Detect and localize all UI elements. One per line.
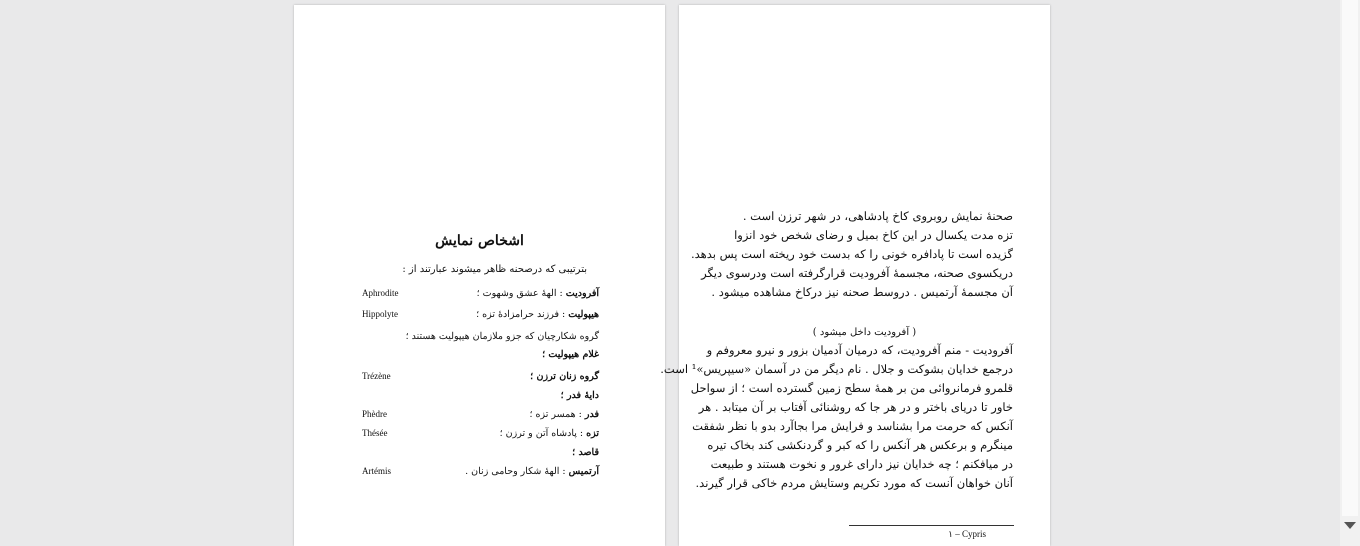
cast-row [294, 349, 665, 363]
text-line: آفرودیت - منم آفرودیت، که درمیان آدمیان بزور و نیرو معروفم و [706, 343, 1013, 357]
cast-role-fa [465, 466, 599, 477]
cast-row [294, 288, 665, 302]
cast-role-fa [477, 288, 599, 299]
text-line: آنان خواهان آنست که مورد تکریم وستایش مردم خاکی قرار گیرند. [695, 476, 1013, 490]
text-line: قلمرو فرمانروائی من بر همۀ سطح زمین گسترده است ؛ از سواحل [690, 381, 1013, 395]
text-line: خاور تا دریای باختر و در هر جا که روشنائی آفتاب بر آن میتابد . هر [698, 400, 1013, 414]
speech-paragraph [660, 341, 1013, 493]
cast-role-fa [572, 447, 599, 458]
cast-title: اشخاص نمایش [435, 233, 524, 249]
cast-row [294, 371, 665, 385]
cast-name: آرتمیس [568, 466, 599, 477]
vertical-scrollbar[interactable] [1340, 0, 1360, 546]
cast-description: گروه شکارچیان که جزو ملازمان هیپولیت هستند ؛ [405, 331, 599, 342]
footnote-rule [849, 525, 1014, 526]
cast-row [294, 447, 665, 461]
cast-name: آفرودیت [565, 288, 599, 299]
cast-name-latin: Thésée [362, 428, 388, 438]
text-line: آنکس که حرمت مرا بشناسد و فرایش مرا بجاآرد بدو با نظر شفقت [692, 419, 1013, 433]
cast-role-fa [500, 428, 599, 439]
cast-name: هیپولیت [568, 309, 599, 320]
cast-row [294, 428, 665, 442]
cast-row [294, 331, 665, 345]
footnote: ١ – Cypris [948, 529, 986, 539]
cast-row [294, 309, 665, 323]
cast-intro: بترتیبی که درصحنه ظاهر میشوند عبارتند از : [402, 264, 587, 275]
cast-name-latin: Hippolyte [362, 309, 398, 319]
scroll-down-arrow-icon[interactable] [1344, 522, 1356, 529]
scrollbar-thumb[interactable] [1342, 0, 1358, 516]
text-line: درجمع خدایان بشوکت و جلال . نام دیگر من در آسمان «سیپریس»¹ است. [660, 362, 1013, 376]
cast-name: تزه [586, 428, 599, 439]
cast-name-latin: Artémis [362, 466, 391, 476]
text-line: گزیده است تا پادافره خونی را که بدست خود ریخته است پس بدهد. [690, 247, 1013, 261]
cast-description: : فرزند حرامزادۀ تزه ؛ [476, 309, 566, 320]
cast-name-latin: Trézène [362, 371, 391, 381]
cast-description: : پادشاه آتن و ترزن ؛ [499, 428, 584, 439]
text-line: مینگرم و برعکس هر آنکس را که کبر و گردنکشی کند بخاک تیره [707, 438, 1013, 452]
cast-role-fa [476, 309, 599, 320]
text-line: صحنۀ نمایش روبروی کاخ پادشاهی، در شهر ترزن است . [742, 209, 1013, 223]
page-right [660, 5, 1050, 546]
cast-description: : همسر تزه ؛ [529, 409, 582, 420]
cast-row [294, 409, 665, 423]
text-line: در میافکنم ؛ چه خدایان نیز دارای غرور و نخوت هستند و طبیعت [710, 457, 1013, 471]
cast-role-fa [529, 409, 599, 420]
cast-role-fa [542, 349, 599, 360]
cast-description: : الهۀ شکار وحامی زنان . [465, 466, 566, 477]
setting-paragraph [690, 207, 1013, 302]
cast-name: فدر [584, 409, 599, 420]
cast-name: گروه زنان ترزن ؛ [530, 371, 599, 382]
page-left [294, 5, 665, 546]
cast-row [294, 466, 665, 480]
cast-role-fa [561, 390, 599, 401]
text-line: دریکسوی صحنه، مجسمۀ آفرودیت قرارگرفته است ودرسوی دیگر [701, 266, 1013, 280]
text-line: آن مجسمۀ آرتمیس . دروسط صحنه نیز درکاخ مشاهده میشود . [711, 285, 1013, 299]
cast-role-fa [406, 331, 599, 342]
cast-name: دایۀ فدر ؛ [560, 390, 599, 401]
cast-name: غلام هیپولیت ؛ [542, 349, 599, 360]
stage-direction: ( آفرودیت داخل میشود ) [812, 327, 917, 338]
cast-name: قاصد ؛ [572, 447, 599, 458]
cast-name-latin: Aphrodite [362, 288, 399, 298]
cast-role-fa [530, 371, 599, 382]
cast-row [294, 390, 665, 404]
cast-description: : الهۀ عشق وشهوت ؛ [476, 288, 563, 299]
text-line: تزه مدت یکسال در این کاخ بمیل و رضای شخص خود انزوا [734, 228, 1013, 242]
cast-name-latin: Phèdre [362, 409, 387, 419]
